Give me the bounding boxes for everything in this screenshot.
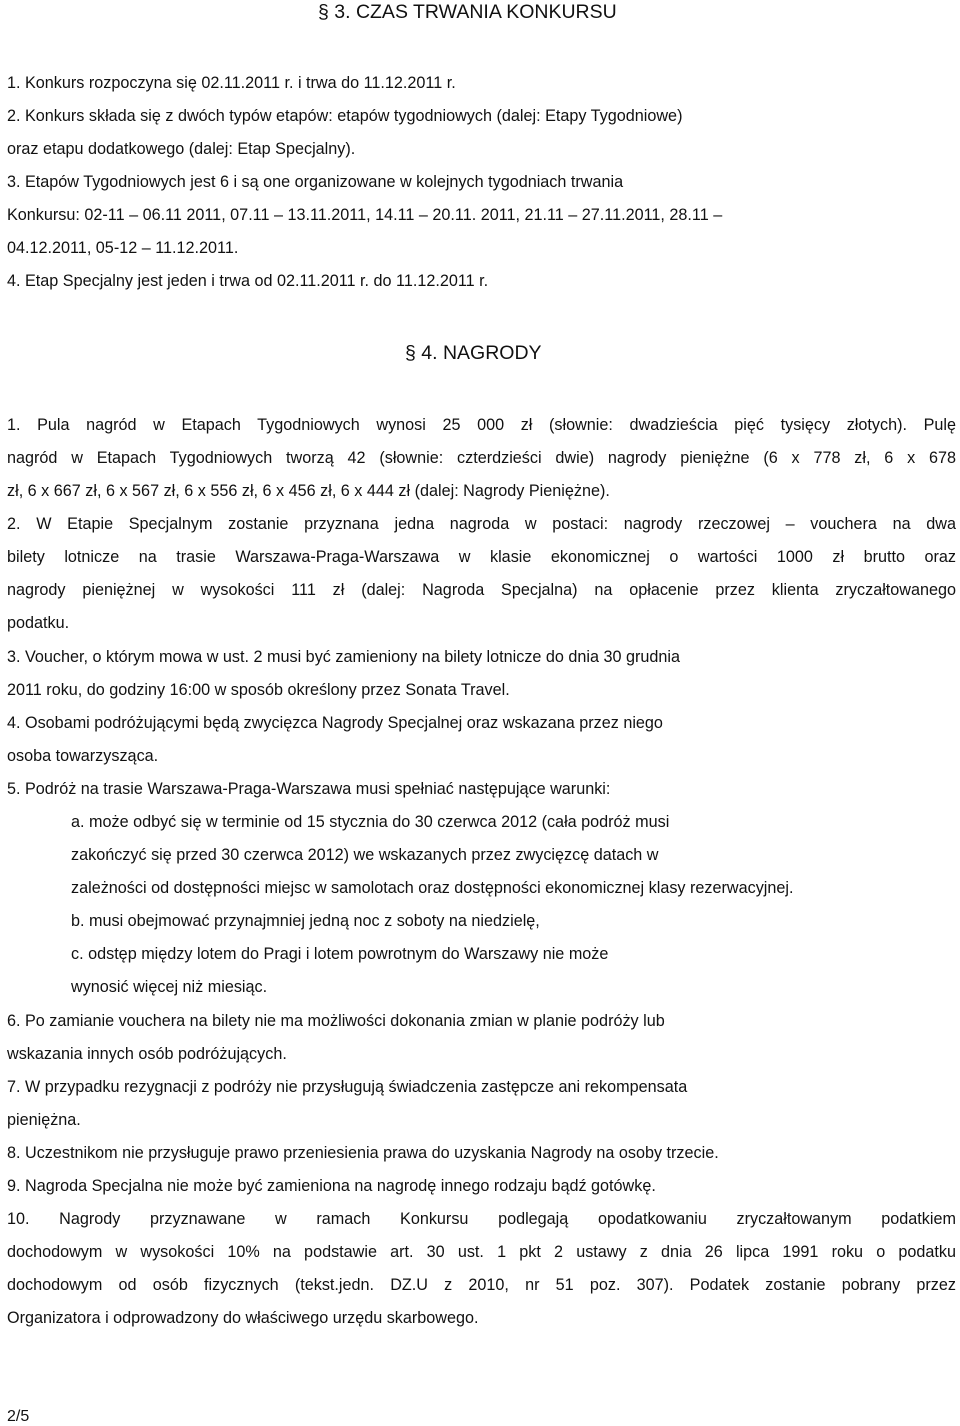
section-3-line: 1. Konkurs rozpoczyna się 02.11.2011 r. i trwa do 11.12.2011 r. [7, 74, 456, 92]
condition-line: c. odstęp między lotem do Pragi i lotem powrotnym do Warszawy nie może [71, 945, 609, 963]
section-4-line: 9. Nagroda Specjalna nie może być zamieniona na nagrodę innego rodzaju bądź gotówkę. [7, 1177, 656, 1195]
section-4-line: zł, 6 x 667 zł, 6 x 567 zł, 6 x 556 zł, 6 x 456 zł, 6 x 444 zł (dalej: Nagrody Pieniężne). [7, 482, 610, 500]
section-4-line: bilety lotnicze na trasie Warszawa-Praga-Warszawa w klasie ekonomicznej o wartości 1000 zł brutto oraz [7, 548, 956, 566]
condition-line: wynosić więcej niż miesiąc. [71, 978, 268, 996]
condition-line: zakończyć się przed 30 czerwca 2012) we wskazanych przez zwycięzcę datach w [71, 846, 659, 864]
condition-line: a. może odbyć się w terminie od 15 stycznia do 30 czerwca 2012 (cała podróż musi [71, 813, 670, 831]
section-4-line: nagrody pieniężnej w wysokości 111 zł (dalej: Nagroda Specjalna) na opłacenie przez klienta zryczałtowanego [7, 581, 956, 599]
section-4-line: 1. Pula nagród w Etapach Tygodniowych wynosi 25 000 zł (słownie: dwadzieścia pięć tysięcy złotych). Pulę [7, 416, 956, 434]
section-3-line: Konkursu: 02-11 – 06.11 2011, 07.11 – 13.11.2011, 14.11 – 20.11. 2011, 21.11 – 27.11.2011, 28.11 – [7, 206, 723, 224]
section-4-line: 10. Nagrody przyznawane w ramach Konkursu podlegają opodatkowaniu zryczałtowanym podatkiem [7, 1210, 956, 1228]
section-4-line: dochodowym od osób fizycznych (tekst.jedn. DZ.U z 2010, nr 51 poz. 307). Podatek zostanie pobrany przez [7, 1276, 956, 1294]
section-4-line: 2011 roku, do godziny 16:00 w sposób określony przez Sonata Travel. [7, 681, 510, 699]
section-4-line: 8. Uczestnikom nie przysługuje prawo przeniesienia prawa do uzyskania Nagrody na osoby trzecie. [7, 1144, 719, 1162]
section-3-line: 04.12.2011, 05-12 – 11.12.2011. [7, 239, 239, 257]
condition-line: zależności od dostępności miejsc w samolotach oraz dostępności ekonomicznej klasy rezerwacyjnej. [71, 879, 794, 897]
section-3-line: 3. Etapów Tygodniowych jest 6 i są one organizowane w kolejnych tygodniach trwania [7, 173, 624, 191]
section-4-line: 7. W przypadku rezygnacji z podróży nie przysługują świadczenia zastępcze ani rekompensata [7, 1078, 688, 1096]
section-4-line: 5. Podróż na trasie Warszawa-Praga-Warszawa musi spełniać następujące warunki: [7, 780, 611, 798]
section-3-line: 2. Konkurs składa się z dwóch typów etapów: etapów tygodniowych (dalej: Etapy Tygodniowe) [7, 107, 683, 125]
section-4-line: 4. Osobami podróżującymi będą zwycięzca Nagrody Specjalnej oraz wskazana przez niego [7, 714, 663, 732]
section-3-line: 4. Etap Specjalny jest jeden i trwa od 02.11.2011 r. do 11.12.2011 r. [7, 272, 489, 290]
section-3-heading: § 3. CZAS TRWANIA KONKURSU [318, 1, 617, 23]
section-4-line: 2. W Etapie Specjalnym zostanie przyznana jedna nagroda w postaci: nagrody rzeczowej – vouchera na dwa [7, 515, 956, 533]
section-3-line: oraz etapu dodatkowego (dalej: Etap Specjalny). [7, 140, 356, 158]
section-4-line: nagród w Etapach Tygodniowych tworzą 42 (słownie: czterdzieści dwie) nagrody pieniężne (6 x 778 zł, 6 x 678 [7, 449, 956, 467]
section-4-line: dochodowym w wysokości 10% na podstawie art. 30 ust. 1 pkt 2 ustawy z dnia 26 lipca 1991 roku o podatku [7, 1243, 956, 1261]
section-4-line: osoba towarzysząca. [7, 747, 159, 765]
condition-line: b. musi obejmować przynajmniej jedną noc z soboty na niedzielę, [71, 912, 540, 930]
page-number: 2/5 [7, 1408, 30, 1425]
section-4-line: wskazania innych osób podróżujących. [7, 1045, 287, 1063]
section-4-line: Organizatora i odprowadzony do właściwego urzędu skarbowego. [7, 1309, 479, 1327]
section-4-line: pieniężna. [7, 1111, 81, 1129]
section-4-line: podatku. [7, 614, 70, 632]
section-4-line: 6. Po zamianie vouchera na bilety nie ma możliwości dokonania zmian w planie podróży lub [7, 1012, 665, 1030]
section-4-line: 3. Voucher, o którym mowa w ust. 2 musi być zamieniony na bilety lotnicze do dnia 30 grudnia [7, 648, 681, 666]
section-4-heading: § 4. NAGRODY [405, 342, 542, 364]
